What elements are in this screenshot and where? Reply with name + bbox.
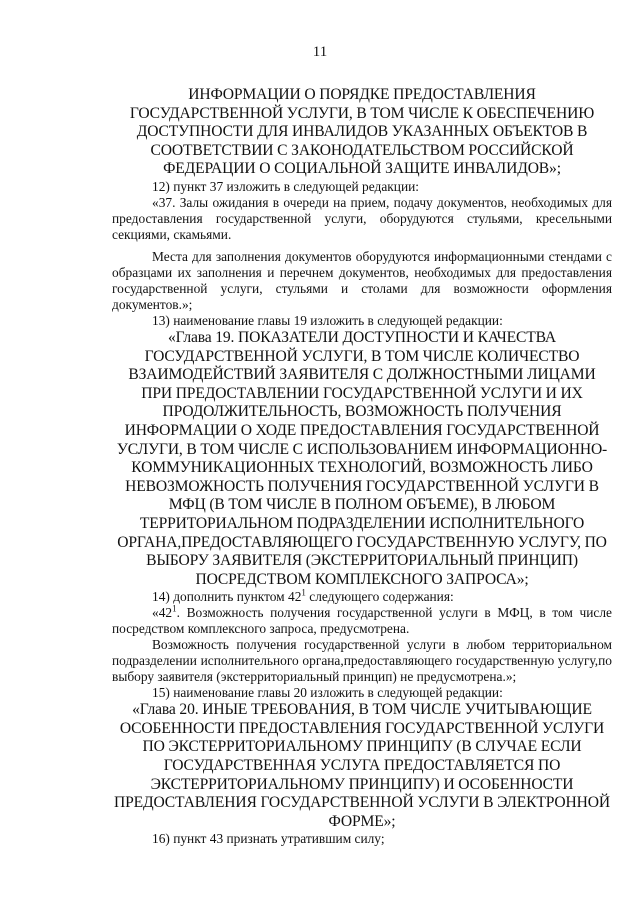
point-42-1-paragraph-1 — [112, 605, 612, 637]
item-16: 16) пункт 43 признать утратившим силу; — [152, 831, 385, 847]
page-number: 11 — [312, 44, 328, 60]
item-15-intro: 15) наименование главы 20 изложить в следующей редакции: — [152, 685, 503, 701]
point-42-1-superscript: 1 — [172, 603, 177, 614]
document-body — [112, 86, 612, 847]
item-14-intro — [112, 589, 612, 605]
item-13-intro: 13) наименование главы 19 изложить в следующей редакции: — [152, 312, 503, 328]
point-42-1-text-a: «42 — [152, 605, 173, 621]
item-14-superscript: 1 — [301, 587, 306, 598]
heading-chapter-20: «Глава 20. ИНЫЕ ТРЕБОВАНИЯ, В ТОМ ЧИСЛЕ УЧИТЫВАЮЩИЕ ОСОБЕННОСТИ ПРЕДОСТАВЛЕНИЯ ГОСУДАРСТВЕННОЙ УСЛУГИ ПО ЭКСТЕРРИТОРИАЛЬНОМУ ПРИНЦИПУ (В СЛУЧАЕ ЕСЛИ ГОСУДАРСТВЕННАЯ УСЛУГА ПРЕДОСТАВЛЯЕТСЯ ПО ЭКСТЕРРИТОРИАЛЬНОМУ ПРИНЦИПУ) И ОСОБЕННОСТИ ПРЕДОСТАВЛЕНИЯ ГОСУДАРСТВЕННОЙ УСЛУГИ В ЭЛЕКТРОННОЙ ФОРМЕ»; — [114, 701, 610, 830]
point-37-paragraph-2: Места для заполнения документов оборудуются информационными стендами с образцами их заполнения и перечнем документов, необходимых для предоставления государственной услуги, стульями и столами для возможности оформления документов.»; — [112, 248, 612, 312]
point-42-1-paragraph-2: Возможность получения государственной услуги в любом территориальном подразделении исполнительного органа,предоставляющего государственную услугу,по выбору заявителя (экстерриториальный принцип) не предусмотрена.»; — [112, 637, 612, 685]
item-14-text-a: 14) дополнить пунктом 42 — [152, 589, 302, 605]
heading-chapter-19: «Глава 19. ПОКАЗАТЕЛИ ДОСТУПНОСТИ И КАЧЕСТВА ГОСУДАРСТВЕННОЙ УСЛУГИ, В ТОМ ЧИСЛЕ КОЛИЧЕСТВО ВЗАИМОДЕЙСТВИЙ ЗАЯВИТЕЛЯ С ДОЛЖНОСТНЫМИ ЛИЦАМИ ПРИ ПРЕДОСТАВЛЕНИИ ГОСУДАРСТВЕННОЙ УСЛУГИ И ИХ ПРОДОЛЖИТЕЛЬНОСТЬ, ВОЗМОЖНОСТЬ ПОЛУЧЕНИЯ ИНФОРМАЦИИ О ХОДЕ ПРЕДОСТАВЛЕНИЯ ГОСУДАРСТВЕННОЙ УСЛУГИ, В ТОМ ЧИСЛЕ С ИСПОЛЬЗОВАНИЕМ ИНФОРМАЦИОННО-КОММУНИКАЦИОННЫХ ТЕХНОЛОГИЙ, ВОЗМОЖНОСТЬ ЛИБО НЕВОЗМОЖНОСТЬ ПОЛУЧЕНИЯ ГОСУДАРСТВЕННОЙ УСЛУГИ В МФЦ (В ТОМ ЧИСЛЕ В ПОЛНОМ ОБЪЕМЕ), В ЛЮБОМ ТЕРРИТОРИАЛЬНОМ ПОДРАЗДЕЛЕНИИ ИСПОЛНИТЕЛЬНОГО ОРГАНА,ПРЕДОСТАВЛЯЮЩЕГО ГОСУДАРСТВЕННУЮ УСЛУГУ, ПО ВЫБОРУ ЗАЯВИТЕЛЯ (ЭКСТЕРРИТОРИАЛЬНЫЙ ПРИНЦИП) ПОСРЕДСТВОМ КОМПЛЕКСНОГО ЗАПРОСА»; — [116, 328, 608, 588]
item-14-text-b: следующего содержания: — [305, 589, 454, 605]
point-37-paragraph-1: «37. Залы ожидания в очереди на прием, подачу документов, необходимых для предоставления государственной услуги, оборудуются стульями, кресельными секциями, скамьями. — [112, 194, 612, 242]
point-42-1-text-b: . Возможность получения государственной услуги в МФЦ, в том числе посредством комплексного запроса, предусмотрена. — [112, 605, 612, 637]
item-12-intro: 12) пункт 37 изложить в следующей редакции: — [152, 178, 420, 194]
heading-chapter-18-continuation: ИНФОРМАЦИИ О ПОРЯДКЕ ПРЕДОСТАВЛЕНИЯ ГОСУДАРСТВЕННОЙ УСЛУГИ, В ТОМ ЧИСЛЕ К ОБЕСПЕЧЕНИЮ ДОСТУПНОСТИ ДЛЯ ИНВАЛИДОВ УКАЗАННЫХ ОБЪЕКТОВ В СООТВЕТСТВИИ С ЗАКОНОДАТЕЛЬСТВОМ РОССИЙСКОЙ ФЕДЕРАЦИИ О СОЦИАЛЬНОЙ ЗАЩИТЕ ИНВАЛИДОВ»; — [129, 86, 595, 178]
